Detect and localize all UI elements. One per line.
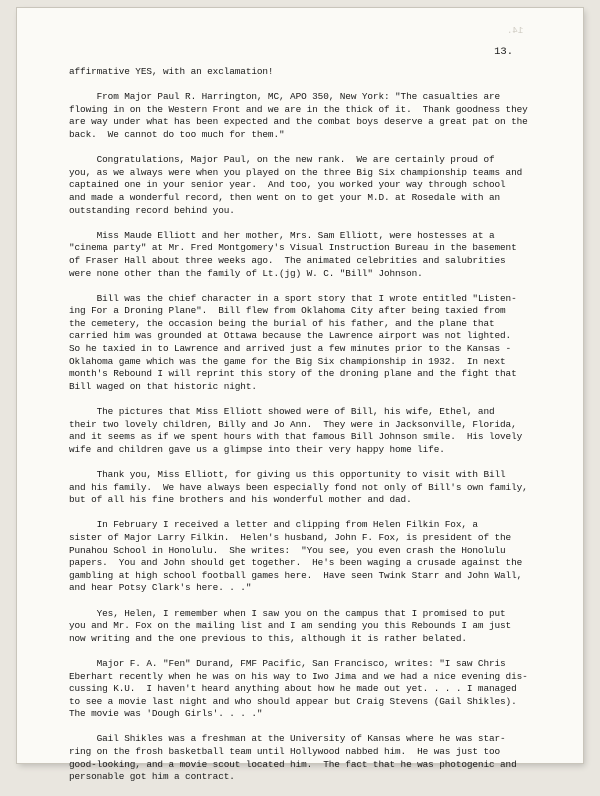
paragraph [69,154,551,217]
text-line: flowing in on the Western Front and we are in the thick of it. Thank goodness they [69,103,528,115]
text-line: carried him was grounded at Ottawa because the Lawrence airport was not lighted. [69,330,512,342]
text-line: of Fraser Hall about three weeks ago. The animated celebrities and salubrities [69,254,506,266]
paragraph [69,733,551,783]
text-line: sister of Major Larry Filkin. Helen's husband, John F. Fox, is president of the [69,531,512,543]
text-line: cussing K.U. I haven't heard anything about how he made out yet. . . . I managed [69,683,517,695]
text-line: and his family. We have always been especially fond not only of Bill's own family, [69,481,528,493]
paragraph [69,469,551,507]
text-line: The pictures that Miss Elliott showed were of Bill, his wife, Ethel, and [69,406,495,418]
text-line: Gail Shikles was a freshman at the University of Kansas where he was star- [69,733,506,745]
text-line: "cinema party" at Mr. Fred Montgomery's Visual Instruction Bureau in the basement [69,242,517,254]
text-line: now writing and the one previous to this, although it is rather belated. [69,632,467,644]
text-line: Major F. A. "Fen" Durand, FMF Pacific, San Francisco, writes: "I saw Chris [69,657,506,669]
text-line: Bill waged on that historic night. [69,380,257,392]
paragraph [69,608,551,646]
text-line: personable got him a contract. [69,771,235,783]
text-line: their two lovely children, Billy and Jo Ann. They were in Jacksonville, Florida, [69,418,517,430]
text-line: good-looking, and a movie scout located him. The fact that he was photogenic and [69,758,517,770]
text-line: and hear Potsy Clark's here. . ." [69,582,252,594]
text-line: Congratulations, Major Paul, on the new rank. We are certainly proud of [69,154,495,166]
text-line: Punahou School in Honolulu. She writes: "You see, you even crash the Honolulu [69,544,506,556]
text-line: wife and children gave us a glimpse into their very happy home life. [69,443,445,455]
text-line: and it seems as if we spent hours with that famous Bill Johnson smile. His lovely [69,431,523,443]
text-line: you, as we always were when you played on the three Big Six championship teams and [69,166,523,178]
text-line: Eberhart recently when he was on his way to Iwo Jima and we had a nice evening dis- [69,670,528,682]
text-line: to see a movie last night and who should appear but Craig Stevens (Gail Shikles). [69,695,517,707]
text-line: ring on the frosh basketball team until Hollywood nabbed him. He was just too [69,746,501,758]
bleed-through-page-number: 14. [506,26,523,36]
text-line: So he taxied in to Lawrence and arrived just a few minutes prior to the Kansas - [69,343,512,355]
text-line: From Major Paul R. Harrington, MC, APO 350, New York: "The casualties are [69,91,501,103]
text-line: Oklahoma game which was the game for the Big Six championship in 1932. In next [69,355,506,367]
paragraph [69,66,551,79]
text-line: outstanding record behind you. [69,204,235,216]
paragraph [69,519,551,595]
text-line: Yes, Helen, I remember when I saw you on the campus that I promised to put [69,607,506,619]
paragraph [69,406,551,456]
text-line: The movie was 'Dough Girls'. . . ." [69,708,263,720]
text-line: are way under what has been expected and the combat boys deserve a great pat on the [69,116,528,128]
text-line: month's Rebound I will reprint this story of the droning plane and the fight that [69,368,517,380]
text-line: Miss Maude Elliott and her mother, Mrs. Sam Elliott, were hostesses at a [69,229,495,241]
text-line: back. We cannot do too much for them." [69,128,285,140]
text-line: but of all his fine brothers and his wonderful mother and dad. [69,494,412,506]
paragraph [69,230,551,280]
paragraph [69,658,551,721]
text-line: were none other than the family of Lt.(jg) W. C. "Bill" Johnson. [69,267,423,279]
text-line: Bill was the chief character in a sport story that I wrote entitled "Listen- [69,292,517,304]
paragraph [69,91,551,141]
text-line: In February I received a letter and clipping from Helen Filkin Fox, a [69,519,478,531]
text-line: and made a wonderful record, then went on to get your M.D. at Rosedale with an [69,191,501,203]
text-line: ing For a Droning Plane". Bill flew from Oklahoma City after being taxied from [69,305,506,317]
paragraph [69,293,551,394]
text-line: captained one in your senior year. And too, you worked your way through school [69,179,506,191]
typed-letter-body [69,66,551,796]
page-number: 13. [494,46,513,58]
text-line: you and Mr. Fox on the mailing list and I am sending you this Rebounds I am just [69,620,512,632]
text-line: affirmative YES, with an exclamation! [69,66,274,77]
text-line: the cemetery, the occasion being the burial of his father, and the plane that [69,317,495,329]
text-line: papers. You and John should get together. He's been waging a crusade against the [69,557,523,569]
text-line: Thank you, Miss Elliott, for giving us this opportunity to visit with Bill [69,469,506,480]
text-line: gambling at high school football games here. Have seen Twink Starr and John Wall, [69,569,523,581]
document-page [17,8,583,783]
